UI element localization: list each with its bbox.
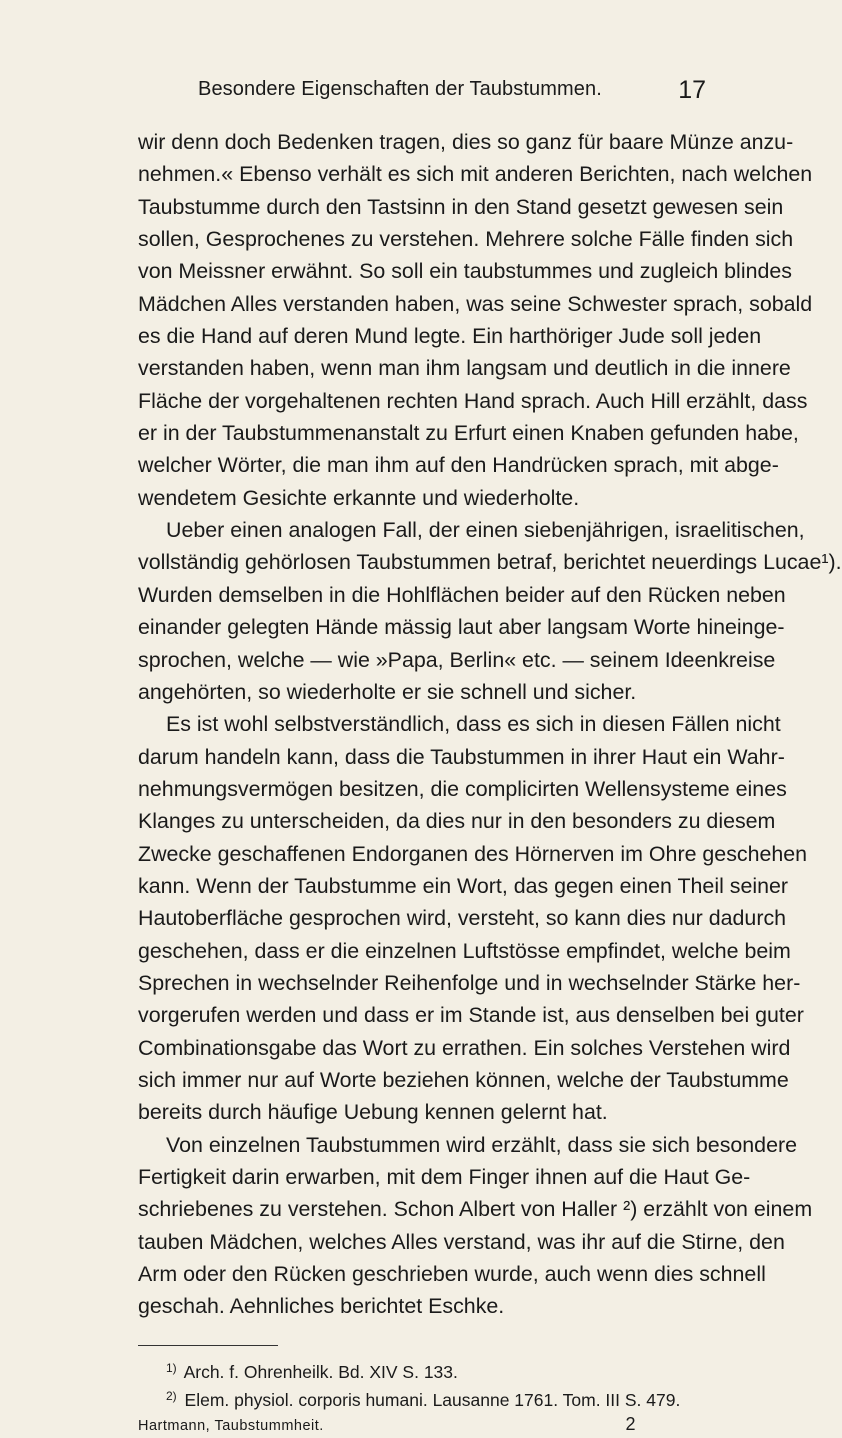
text-line: Klanges zu unterscheiden, da dies nur in den besonders zu diesem xyxy=(138,809,776,834)
text-line: es die Hand auf deren Mund legte. Ein harthöriger Jude soll jeden xyxy=(138,324,762,349)
text-line: Hautoberfläche gesprochen wird, versteht, so kann dies nur dadurch xyxy=(138,906,787,931)
text-line: Mädchen Alles verstanden haben, was seine Schwester sprach, sobald xyxy=(138,291,813,316)
text-line: Von einzelnen Taubstummen wird erzählt, dass sie sich besondere xyxy=(166,1132,797,1157)
text-line: Ueber einen analogen Fall, der einen siebenjährigen, israelitischen, xyxy=(166,518,805,543)
text-line: sich immer nur auf Worte beziehen können, welche der Taubstumme xyxy=(138,1067,789,1092)
footnote-mark: 2) xyxy=(166,1388,177,1403)
text-line: Combinationsgabe das Wort zu errathen. Ein solches Verstehen wird xyxy=(138,1035,791,1060)
printer-signature xyxy=(138,1414,710,1438)
sheet-number: 2 xyxy=(625,1413,636,1434)
footnote-2 xyxy=(138,1384,710,1412)
body-text xyxy=(138,126,842,1323)
text-line: er in der Taubstummenanstalt zu Erfurt einen Knaben gefunden habe, xyxy=(138,421,799,446)
text-line: nehmungsvermögen besitzen, die complicirten Wellensysteme eines xyxy=(138,776,787,801)
text-line: Taubstumme durch den Tastsinn in den Stand gesetzt gewesen sein xyxy=(138,194,784,219)
page-number: 17 xyxy=(678,76,706,104)
footnote-1 xyxy=(138,1356,710,1384)
text-line: nehmen.« Ebenso verhält es sich mit anderen Berichten, nach welchen xyxy=(138,162,813,187)
text-line: angehörten, so wiederholte er sie schnell und sicher. xyxy=(138,679,637,704)
footnotes xyxy=(138,1356,710,1412)
text-line: vorgerufen werden und dass er im Stande ist, aus denselben bei guter xyxy=(138,1003,804,1028)
text-line: verstanden haben, wenn man ihm langsam und deutlich in die innere xyxy=(138,356,791,381)
text-line: Zwecke geschaffenen Endorganen des Hörnerven im Ohre geschehen xyxy=(138,841,808,866)
text-line: bereits durch häufige Uebung kennen gelernt hat. xyxy=(138,1100,608,1125)
text-line: geschah. Aehnliches berichtet Eschke. xyxy=(138,1294,505,1319)
text-line: sollen, Gesprochenes zu verstehen. Mehrere solche Fälle finden sich xyxy=(138,227,794,252)
text-line: schriebenes zu verstehen. Schon Albert von Haller ²) erzählt von einem xyxy=(138,1197,813,1222)
signature-author: Hartmann, Taubstummheit. xyxy=(138,1417,324,1434)
text-line: einander gelegten Hände mässig laut aber langsam Worte hineinge- xyxy=(138,615,785,640)
text-line: tauben Mädchen, welches Alles verstand, was ihr auf die Stirne, den xyxy=(138,1229,785,1254)
text-line: Arm oder den Rücken geschrieben wurde, auch wenn dies schnell xyxy=(138,1262,766,1287)
text-line: darum handeln kann, dass die Taubstummen in ihrer Haut ein Wahr- xyxy=(138,744,785,769)
footnote-text: Elem. physiol. corporis humani. Lausanne 1761. Tom. III S. 479. xyxy=(184,1389,681,1410)
text-line: Es ist wohl selbstverständlich, dass es sich in diesen Fällen nicht xyxy=(166,712,781,737)
footnote-divider xyxy=(138,1345,278,1346)
footnote-mark: 1) xyxy=(166,1360,177,1375)
running-head: Besondere Eigenschaften der Taubstummen. xyxy=(198,78,602,100)
text-line: von Meissner erwähnt. So soll ein taubstummes und zugleich blindes xyxy=(138,259,792,284)
text-line: kann. Wenn der Taubstumme ein Wort, das gegen einen Theil seiner xyxy=(138,873,789,898)
text-line: Wurden demselben in die Hohlflächen beider auf den Rücken neben xyxy=(138,582,786,607)
page-header xyxy=(138,74,710,114)
text-line: wendetem Gesichte erkannte und wiederholte. xyxy=(138,485,580,510)
footnote-text: Arch. f. Ohrenheilk. Bd. XIV S. 133. xyxy=(183,1361,458,1382)
text-line: sprochen, welche — wie »Papa, Berlin« etc. — seinem Ideenkreise xyxy=(138,647,776,672)
text-line: Sprechen in wechselnder Reihenfolge und in wechselnder Stärke her- xyxy=(138,970,801,995)
text-line: vollständig gehörlosen Taubstummen betraf, berichtet neuerdings Lucae¹). xyxy=(138,550,842,575)
book-page xyxy=(138,74,842,1438)
text-line: Fläche der vorgehaltenen rechten Hand sprach. Auch Hill erzählt, dass xyxy=(138,388,808,413)
text-line: welcher Wörter, die man ihm auf den Handrücken sprach, mit abge- xyxy=(138,453,779,478)
text-line: Fertigkeit darin erwarben, mit dem Finger ihnen auf die Haut Ge- xyxy=(138,1165,751,1189)
text-line: geschehen, dass er die einzelnen Luftstösse empfindet, welche beim xyxy=(138,938,791,963)
text-line: wir denn doch Bedenken tragen, dies so ganz für baare Münze anzu- xyxy=(138,130,794,154)
